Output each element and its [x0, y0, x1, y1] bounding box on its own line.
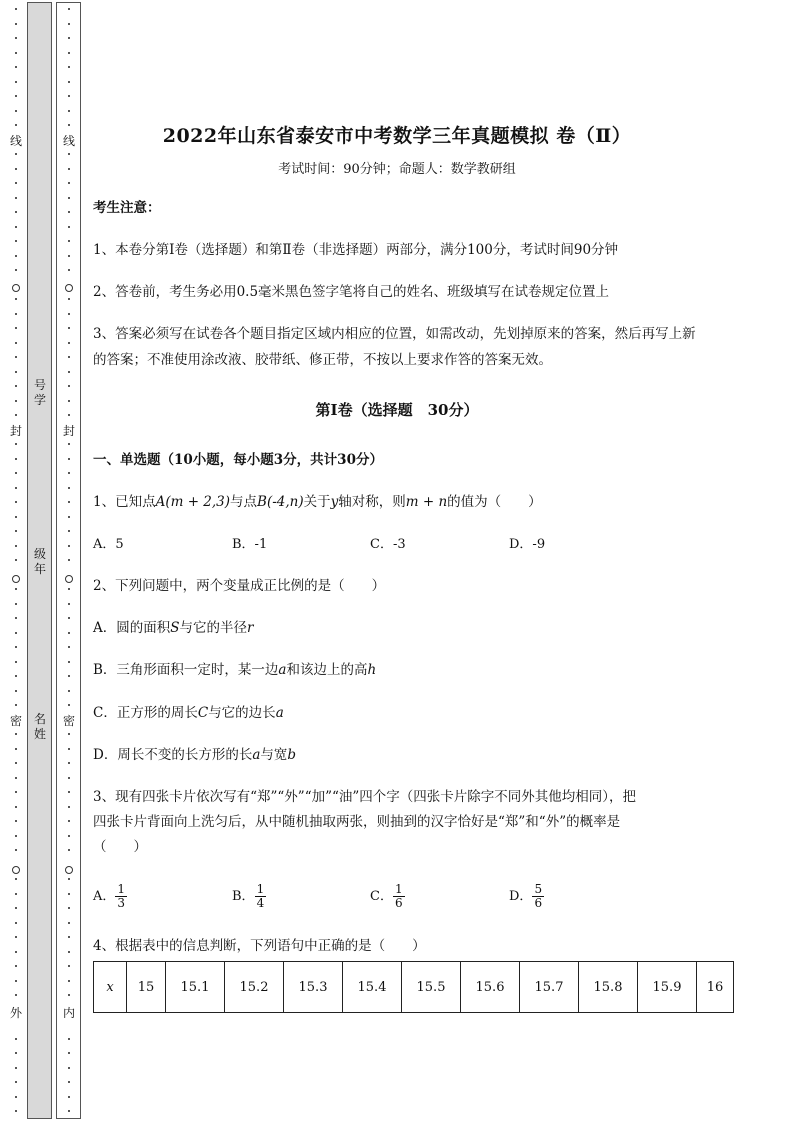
outer-marker: 封 — [9, 424, 22, 438]
outer-dot — [15, 1110, 17, 1112]
field-name-char-1: 名 — [33, 712, 46, 726]
outer-dot — [15, 37, 17, 39]
inner-marker: 内 — [62, 1006, 75, 1020]
outer-dot — [15, 400, 17, 402]
outer-dot — [15, 52, 17, 54]
inner-dot — [68, 8, 70, 10]
inner-dot — [68, 675, 70, 677]
table-cell: 15.2 — [225, 962, 284, 1013]
outer-dot — [15, 443, 17, 445]
inner-dot — [68, 95, 70, 97]
inner-dot — [68, 690, 70, 692]
info-table — [93, 961, 734, 1013]
question-4-stem: 4、根据表中的信息判断，下列语句中正确的是（ ） — [93, 938, 426, 954]
table-row — [94, 962, 734, 1013]
q3-c-fraction — [393, 883, 405, 910]
q2-a-var-2: r — [247, 620, 254, 636]
outer-dot — [15, 472, 17, 474]
field-student-id-char-2: 学 — [33, 393, 46, 407]
inner-dot — [68, 530, 70, 532]
outer-dot — [15, 588, 17, 590]
inner-dot — [68, 124, 70, 126]
inner-dot — [68, 313, 70, 315]
inner-dot — [68, 632, 70, 634]
q3-c-numerator: 1 — [394, 882, 403, 896]
q2-d-mid: 与宽 — [260, 747, 288, 763]
table-cell: 15.7 — [520, 962, 579, 1013]
inner-dot — [68, 762, 70, 764]
outer-dot — [15, 878, 17, 880]
outer-marker: 线 — [9, 134, 22, 148]
inner-dot — [68, 777, 70, 779]
outer-dot — [15, 632, 17, 634]
inner-dot — [68, 936, 70, 938]
outer-circle-icon — [12, 284, 20, 292]
inner-dot — [68, 907, 70, 909]
q3-a-denominator: 3 — [117, 896, 126, 910]
outer-dot — [15, 820, 17, 822]
table-cell: 15.6 — [461, 962, 520, 1013]
outer-dot — [15, 81, 17, 83]
q1-option-d: D．-9 — [509, 537, 546, 552]
question-2-stem: 2、下列问题中，两个变量成正比例的是（ ） — [93, 578, 386, 594]
q2-d-var-2: b — [287, 747, 297, 763]
note-item-3-line-1: 3、答案必须写在试卷各个题目指定区域内相应的位置，如需改动，先划掉原来的答案，然后再写上新 — [93, 326, 696, 342]
notes-heading: 考生注意： — [93, 200, 161, 216]
note-item-1: 1、本卷分第Ⅰ卷（选择题）和第Ⅱ卷（非选择题）两部分，满分100分，考试时间90分钟 — [93, 242, 619, 258]
inner-dot — [68, 516, 70, 518]
inner-dot — [68, 849, 70, 851]
outer-dot — [15, 748, 17, 750]
q3-b-fraction — [255, 883, 267, 910]
question-3-line-2: 四张卡片背面向上洗匀后，从中随机抽取两张，则抽到的汉字恰好是“郑”和“外”的概率是 — [93, 814, 621, 830]
q2-b-mid: 和该边上的高 — [286, 662, 368, 678]
inner-dot — [68, 110, 70, 112]
outer-dot — [15, 211, 17, 213]
outer-dot — [15, 849, 17, 851]
inner-dot — [68, 980, 70, 982]
outer-dot — [15, 617, 17, 619]
inner-dot — [68, 255, 70, 257]
outer-dot — [15, 690, 17, 692]
outer-dot — [15, 8, 17, 10]
field-grade-char-2: 年 — [33, 562, 46, 576]
inner-dot — [68, 211, 70, 213]
outer-dot — [15, 646, 17, 648]
outer-dot — [15, 414, 17, 416]
q3-c-denominator: 6 — [394, 896, 403, 910]
q1-option-c: C．-3 — [370, 537, 406, 552]
inner-dot — [68, 23, 70, 25]
inner-dot — [68, 298, 70, 300]
outer-dot — [15, 182, 17, 184]
field-grade-char-1: 级 — [33, 547, 46, 561]
q2-c-mid: 与它的边长 — [208, 705, 276, 721]
inner-dot — [68, 588, 70, 590]
q2-c-pre: C．正方形的周长 — [93, 705, 198, 721]
q3-option-b — [232, 883, 266, 910]
outer-dot — [15, 487, 17, 489]
outer-dot — [15, 559, 17, 561]
outer-dot — [15, 661, 17, 663]
q3-a-numerator: 1 — [117, 882, 126, 896]
outer-dot — [15, 153, 17, 155]
outer-dot — [15, 733, 17, 735]
outer-dot — [15, 907, 17, 909]
field-name — [33, 712, 47, 742]
outer-dot — [15, 124, 17, 126]
outer-dot — [15, 371, 17, 373]
q3-b-denominator: 4 — [256, 896, 265, 910]
inner-dot — [68, 1052, 70, 1054]
outer-dot — [15, 1067, 17, 1069]
q2-b-var-1: a — [278, 662, 287, 678]
outer-dot — [15, 385, 17, 387]
inner-dot — [68, 733, 70, 735]
outer-dot — [15, 893, 17, 895]
inner-marker: 线 — [62, 134, 75, 148]
q2-a-pre: A．圆的面积 — [93, 620, 171, 636]
outer-dot — [15, 777, 17, 779]
inner-dot — [68, 835, 70, 837]
inner-dot — [68, 458, 70, 460]
outer-dot — [15, 791, 17, 793]
inner-dot — [68, 443, 70, 445]
q3-d-numerator: 5 — [534, 882, 543, 896]
outer-dot — [15, 327, 17, 329]
outer-dot — [15, 704, 17, 706]
q3-a-fraction — [115, 883, 127, 910]
table-cell: 15.8 — [579, 962, 638, 1013]
inner-marker: 封 — [62, 424, 75, 438]
outer-dot — [15, 66, 17, 68]
q3-d-denominator: 6 — [534, 896, 543, 910]
inner-dot — [68, 922, 70, 924]
outer-dot — [15, 197, 17, 199]
outer-dot — [15, 1038, 17, 1040]
inner-dot — [68, 820, 70, 822]
q1-expr: m + n — [405, 494, 448, 510]
inner-dot — [68, 501, 70, 503]
outer-dot — [15, 951, 17, 953]
inner-dot — [68, 81, 70, 83]
table-cell: 15 — [127, 962, 166, 1013]
q1-text-e: 的值为（ ） — [447, 494, 542, 510]
inner-dot — [68, 269, 70, 271]
outer-dot — [15, 936, 17, 938]
q3-d-fraction — [532, 883, 544, 910]
q2-b-pre: B．三角形面积一定时，某一边 — [93, 662, 279, 678]
q1-text-d: 轴对称，则 — [338, 494, 406, 510]
inner-dot — [68, 385, 70, 387]
table-cell: 15.5 — [402, 962, 461, 1013]
outer-dot — [15, 675, 17, 677]
outer-dot — [15, 23, 17, 25]
question-1-stem — [93, 492, 542, 512]
inner-dot — [68, 1038, 70, 1040]
q1-point-b: B(-4,n) — [257, 494, 304, 510]
outer-dot — [15, 1052, 17, 1054]
inner-dot — [68, 52, 70, 54]
inner-dot — [68, 66, 70, 68]
inner-dot — [68, 414, 70, 416]
inner-dot — [68, 240, 70, 242]
section-title: 第Ⅰ卷（选择题 30分） — [315, 401, 479, 419]
outer-dot — [15, 922, 17, 924]
inner-dot — [68, 646, 70, 648]
outer-dot — [15, 835, 17, 837]
q2-b-var-2: h — [367, 662, 377, 678]
inner-dot — [68, 1110, 70, 1112]
outer-dot — [15, 1081, 17, 1083]
outer-dot — [15, 342, 17, 344]
q3-d-label: D． — [509, 889, 533, 904]
inner-dot — [68, 878, 70, 880]
table-cell: 15.1 — [166, 962, 225, 1013]
outer-circle-icon — [12, 866, 20, 874]
note-item-2: 2、答卷前，考生务必用0.5毫米黑色签字笔将自己的姓名、班级填写在试卷规定位置上 — [93, 284, 610, 300]
inner-dot — [68, 1081, 70, 1083]
inner-dot — [68, 617, 70, 619]
inner-dot — [68, 545, 70, 547]
inner-dot — [68, 182, 70, 184]
q2-d-var-1: a — [252, 747, 261, 763]
inner-dot — [68, 356, 70, 358]
question-3-line-1: 3、现有四张卡片依次写有“郑”“外”“加”“油”四个字（四张卡片除字不同外其他均相同），把 — [93, 789, 637, 805]
q3-option-d — [509, 883, 544, 910]
q1-point-a: A(m + 2,3) — [155, 494, 231, 510]
table-cell-x-label: x — [94, 962, 127, 1013]
inner-dot — [68, 994, 70, 996]
q3-c-label: C． — [370, 889, 393, 904]
inner-dot — [68, 748, 70, 750]
table-cell: 15.4 — [343, 962, 402, 1013]
outer-dot — [15, 806, 17, 808]
outer-circle-icon — [12, 575, 20, 583]
inner-circle-icon — [65, 575, 73, 583]
note-item-3-line-2: 的答案；不准使用涂改液、胶带纸、修正带，不按以上要求作答的答案无效。 — [93, 352, 552, 368]
inner-dot — [68, 327, 70, 329]
q2-option-d — [93, 745, 296, 765]
outer-dot — [15, 530, 17, 532]
outer-dot — [15, 994, 17, 996]
page-title: 2022年山东省泰安市中考数学三年真题模拟 卷（Ⅱ） — [162, 125, 632, 147]
inner-dot — [68, 342, 70, 344]
question-3-line-3: （ ） — [93, 839, 147, 855]
outer-dot — [15, 313, 17, 315]
inner-dot — [68, 371, 70, 373]
inner-dot — [68, 168, 70, 170]
q3-b-numerator: 1 — [256, 882, 265, 896]
outer-dot — [15, 603, 17, 605]
q1-axis: y — [330, 494, 339, 510]
q2-option-b — [93, 660, 376, 680]
inner-dot — [68, 951, 70, 953]
inner-dot — [68, 791, 70, 793]
inner-dot — [68, 472, 70, 474]
inner-dot — [68, 37, 70, 39]
inner-dot — [68, 197, 70, 199]
field-student-id-char-1: 号 — [33, 378, 46, 392]
outer-dot — [15, 980, 17, 982]
q1-option-b: B．-1 — [232, 537, 268, 552]
inner-circle-icon — [65, 284, 73, 292]
field-grade — [33, 547, 47, 577]
inner-dot — [68, 603, 70, 605]
q3-option-c — [370, 883, 405, 910]
q3-a-label: A． — [93, 889, 116, 904]
inner-dot — [68, 559, 70, 561]
inner-dot — [68, 704, 70, 706]
table-cell: 16 — [697, 962, 734, 1013]
q2-option-c — [93, 703, 284, 723]
outer-dot — [15, 255, 17, 257]
q2-d-pre: D．周长不变的长方形的长 — [93, 747, 253, 763]
q1-text-a: 1、已知点 — [93, 494, 156, 510]
inner-dot — [68, 400, 70, 402]
inner-dot — [68, 153, 70, 155]
inner-dot — [68, 806, 70, 808]
inner-dot — [68, 893, 70, 895]
outer-dot — [15, 240, 17, 242]
inner-dot — [68, 661, 70, 663]
q2-c-var-1: C — [197, 705, 209, 721]
q1-option-a: A．5 — [93, 537, 124, 552]
inner-dot — [68, 1067, 70, 1069]
inner-dot — [68, 965, 70, 967]
outer-dot — [15, 516, 17, 518]
outer-dot — [15, 226, 17, 228]
field-name-char-2: 姓 — [33, 727, 46, 741]
outer-dot — [15, 110, 17, 112]
outer-dot — [15, 965, 17, 967]
outer-marker: 密 — [9, 714, 22, 728]
outer-dot — [15, 356, 17, 358]
inner-dot — [68, 1096, 70, 1098]
table-cell: 15.9 — [638, 962, 697, 1013]
exam-info: 考试时间：90分钟；命题人：数学教研组 — [278, 162, 516, 177]
table-cell: 15.3 — [284, 962, 343, 1013]
q2-a-var-1: S — [170, 620, 180, 636]
outer-dot — [15, 95, 17, 97]
outer-dot — [15, 168, 17, 170]
q1-text-c: 关于 — [303, 494, 331, 510]
outer-dot — [15, 458, 17, 460]
inner-dot — [68, 226, 70, 228]
outer-dot — [15, 269, 17, 271]
outer-dot — [15, 501, 17, 503]
q3-option-a — [93, 883, 127, 910]
q1-text-b: 与点 — [230, 494, 258, 510]
part-heading: 一、单选题（10小题，每小题3分，共计30分） — [93, 452, 383, 468]
q2-option-a — [93, 618, 253, 638]
q3-b-label: B． — [232, 889, 255, 904]
inner-dot — [68, 487, 70, 489]
outer-dot — [15, 298, 17, 300]
q2-a-mid: 与它的半径 — [179, 620, 247, 636]
outer-marker: 外 — [9, 1006, 22, 1020]
q2-c-var-2: a — [275, 705, 284, 721]
outer-dot — [15, 762, 17, 764]
inner-marker: 密 — [62, 714, 75, 728]
inner-circle-icon — [65, 866, 73, 874]
outer-dot — [15, 545, 17, 547]
outer-dot — [15, 1096, 17, 1098]
